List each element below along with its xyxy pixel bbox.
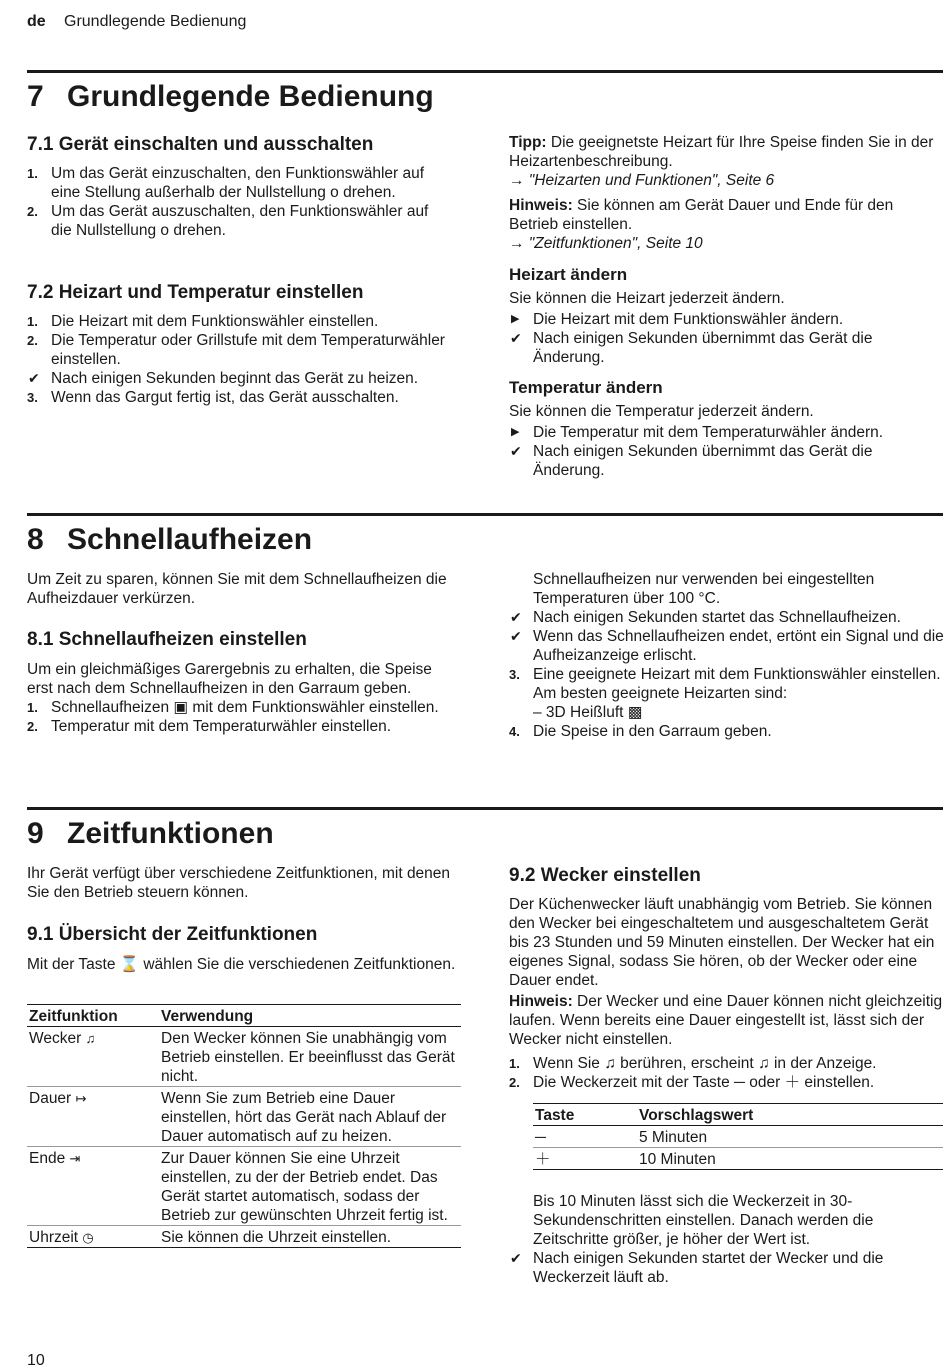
list-item bbox=[509, 423, 944, 442]
action-triangle-icon: ▶ bbox=[511, 313, 520, 325]
result-text: Wenn das Schnellaufheizen endet, ertönt ein Signal und die Aufheizanzeige erlischt. bbox=[533, 628, 944, 664]
section-9-2-after bbox=[509, 1192, 944, 1287]
tip-label: Tipp: bbox=[509, 134, 547, 151]
step-text: Die Heizart mit dem Funktionswähler einstellen. bbox=[51, 313, 379, 330]
list-item bbox=[509, 1054, 944, 1073]
note-label: Hinweis: bbox=[509, 993, 573, 1010]
bell-icon: ♫ bbox=[85, 1031, 96, 1046]
list-item bbox=[509, 310, 944, 329]
step-number: 3. bbox=[509, 667, 520, 682]
section-9-1-intro: Mit der Taste ⌛ wählen Sie die verschiedenen Zeitfunktionen. bbox=[27, 956, 456, 973]
step-number: 2. bbox=[509, 1075, 520, 1090]
list-item bbox=[27, 312, 452, 331]
step-number: 2. bbox=[27, 719, 38, 734]
section-9-2-title: 9.2 Wecker einstellen bbox=[509, 865, 701, 886]
step-subtext: Am besten geeignete Heizarten sind: bbox=[533, 685, 788, 702]
section-8-1-title: 8.1 Schnellaufheizen einstellen bbox=[27, 629, 307, 650]
step-number: 1. bbox=[27, 700, 38, 715]
list-item bbox=[27, 388, 452, 407]
column-header: Vorschlagswert bbox=[637, 1104, 943, 1126]
table-cell: Zur Dauer können Sie eine Uhrzeit einstellen, zu der der Betrieb endet. Das Gerät startet automatisch, sodass der Betrieb zur gewünschten Uhrzeit fertig ist. bbox=[159, 1147, 461, 1226]
function-name: Dauer bbox=[29, 1090, 72, 1107]
list-item bbox=[27, 331, 452, 369]
step-text: Die Speise in den Garraum geben. bbox=[533, 723, 772, 740]
zeitfunktionen-table bbox=[27, 1004, 461, 1248]
page-number: 10 bbox=[27, 1352, 45, 1369]
section-8-right-column bbox=[509, 570, 944, 741]
table-row bbox=[27, 1147, 461, 1226]
table-row bbox=[27, 1027, 461, 1087]
heizart-intro: Sie können die Heizart jederzeit ändern. bbox=[509, 290, 785, 307]
cross-reference-link[interactable]: → "Zeitfunktionen", Seite 10 bbox=[509, 235, 703, 252]
action-triangle-icon: ▶ bbox=[511, 426, 520, 438]
table-row bbox=[27, 1226, 461, 1248]
check-icon: ✔ bbox=[510, 609, 522, 625]
step-number: 1. bbox=[27, 166, 38, 181]
section-7-2-steps bbox=[27, 312, 452, 407]
note-text: Schnellaufheizen nur verwenden bei eingestellten Temperaturen über 100 °C. bbox=[533, 571, 875, 607]
result-text: Nach einigen Sekunden übernimmt das Gerät die Änderung. bbox=[533, 330, 873, 366]
table-cell bbox=[27, 1087, 159, 1147]
table-header-row bbox=[27, 1005, 461, 1027]
section-9-number: 9 bbox=[27, 817, 44, 850]
section-8-number: 8 bbox=[27, 523, 44, 556]
result-text: Nach einigen Sekunden startet das Schnellaufheizen. bbox=[533, 609, 901, 626]
step-number: 4. bbox=[509, 724, 520, 739]
note-label: Hinweis: bbox=[509, 197, 573, 214]
section-8-1-intro: Um ein gleichmäßiges Garergebnis zu erhalten, die Speise erst nach dem Schnellaufheizen in den Garraum geben. bbox=[27, 661, 432, 697]
section-9-2-intro: Der Küchenwecker läuft unabhängig vom Betrieb. Sie können den Wecker bei eingeschaltetem und ausgeschaltetem Gerät bis 23 Stunden und 59 Minuten einstellen. Der Wecker hat ein eigenes Signal, sodass Sie hören, ob der Wecker oder eine Dauer endet. bbox=[509, 896, 935, 989]
clock-icon: ◷ bbox=[82, 1230, 94, 1245]
list-item bbox=[27, 698, 457, 717]
section-divider bbox=[27, 513, 943, 516]
check-icon: ✔ bbox=[28, 370, 40, 386]
list-item bbox=[509, 1249, 944, 1287]
list-item bbox=[509, 329, 944, 367]
heizart-list-item: – 3D Heißluft ▩ bbox=[533, 704, 643, 721]
table-row bbox=[533, 1148, 943, 1170]
tip-text: Die geeignetste Heizart für Ihre Speise finden Sie in der Heizartenbeschreibung. bbox=[509, 134, 934, 170]
function-name: Wecker bbox=[29, 1030, 82, 1047]
list-item bbox=[27, 717, 457, 736]
section-7-right-column bbox=[509, 133, 944, 480]
section-divider bbox=[27, 807, 943, 810]
step-text: Um das Gerät auszuschalten, den Funktionswähler auf die Nullstellung o drehen. bbox=[51, 203, 429, 239]
table-row bbox=[27, 1087, 461, 1147]
step-number: 2. bbox=[27, 333, 38, 348]
step-number: 1. bbox=[27, 314, 38, 329]
check-icon: ✔ bbox=[510, 1250, 522, 1266]
column-header: Zeitfunktion bbox=[27, 1005, 159, 1027]
header-title: Grundlegende Bedienung bbox=[64, 13, 247, 30]
list-item bbox=[27, 164, 452, 202]
list-item bbox=[27, 202, 452, 240]
function-name: Uhrzeit bbox=[29, 1229, 79, 1246]
table-row bbox=[533, 1126, 943, 1148]
section-8-1-body bbox=[27, 660, 457, 736]
section-9-2-body bbox=[509, 895, 944, 1092]
table-cell bbox=[27, 1027, 159, 1087]
section-9-intro: Ihr Gerät verfügt über verschiedene Zeitfunktionen, mit denen Sie den Betrieb steuern können. bbox=[27, 865, 451, 901]
note-text: Der Wecker und eine Dauer können nicht gleichzeitig laufen. Wenn bereits eine Dauer eingestellt ist, lässt sich der Wecker nicht einstellen. bbox=[509, 993, 943, 1048]
step-text: Temperatur mit dem Temperaturwähler einstellen. bbox=[51, 718, 392, 735]
end-time-icon: ⇥ bbox=[69, 1151, 81, 1166]
table-cell: Den Wecker können Sie unabhängig vom Betrieb einstellen. Er beeinflusst das Gerät nicht. bbox=[159, 1027, 461, 1087]
section-7-number: 7 bbox=[27, 80, 44, 113]
heizart-aendern-title: Heizart ändern bbox=[509, 265, 628, 284]
step-text: Um das Gerät einzuschalten, den Funktionswähler auf eine Stellung außerhalb der Nullstellung o drehen. bbox=[51, 165, 425, 201]
section-8-intro: Um Zeit zu sparen, können Sie mit dem Schnellaufheizen die Aufheizdauer verkürzen. bbox=[27, 571, 447, 607]
section-7-2-title: 7.2 Heizart und Temperatur einstellen bbox=[27, 282, 364, 303]
list-item bbox=[509, 722, 944, 741]
step-text: Eine geeignete Heizart mit dem Funktionswähler einstellen. bbox=[533, 666, 941, 683]
minus-icon: ─ bbox=[533, 1126, 637, 1148]
check-icon: ✔ bbox=[510, 330, 522, 346]
step-text: Schnellaufheizen ▣ mit dem Funktionswähler einstellen. bbox=[51, 699, 439, 716]
action-text: Die Temperatur mit dem Temperaturwähler ändern. bbox=[533, 424, 884, 441]
section-7-1-title: 7.1 Gerät einschalten und ausschalten bbox=[27, 134, 374, 155]
check-icon: ✔ bbox=[510, 628, 522, 644]
section-9-title: Zeitfunktionen bbox=[67, 817, 274, 850]
section-divider bbox=[27, 70, 943, 73]
duration-icon: ↦ bbox=[75, 1091, 87, 1106]
check-icon: ✔ bbox=[510, 443, 522, 459]
table-cell: Wenn Sie zum Betrieb eine Dauer einstellen, hört das Gerät nach Ablauf der Dauer automatisch auf zu heizen. bbox=[159, 1087, 461, 1147]
step-number: 2. bbox=[27, 204, 38, 219]
temperatur-aendern-title: Temperatur ändern bbox=[509, 378, 663, 397]
table-header-row bbox=[533, 1104, 943, 1126]
step-text: Die Temperatur oder Grillstufe mit dem Temperaturwähler einstellen. bbox=[51, 332, 445, 368]
result-text: Nach einigen Sekunden beginnt das Gerät zu heizen. bbox=[51, 370, 419, 387]
after-text: Bis 10 Minuten lässt sich die Weckerzeit in 30-Sekundenschritten einstellen. Danach werden die Zeitschritte größer, je höher der Wert ist. bbox=[533, 1193, 874, 1248]
column-header: Taste bbox=[533, 1104, 637, 1126]
table-cell: Sie können die Uhrzeit einstellen. bbox=[159, 1226, 461, 1248]
section-9-1-title: 9.1 Übersicht der Zeitfunktionen bbox=[27, 924, 318, 945]
step-text: Die Weckerzeit mit der Taste ─ oder ＋ einstellen. bbox=[533, 1074, 875, 1091]
column-header: Verwendung bbox=[159, 1005, 461, 1027]
table-cell bbox=[27, 1226, 159, 1248]
list-item bbox=[509, 608, 944, 627]
taste-table bbox=[533, 1103, 943, 1170]
action-text: Die Heizart mit dem Funktionswähler ändern. bbox=[533, 311, 844, 328]
list-item bbox=[27, 369, 452, 388]
list-item bbox=[509, 442, 944, 480]
result-text: Nach einigen Sekunden übernimmt das Gerät die Änderung. bbox=[533, 443, 873, 479]
table-cell: 10 Minuten bbox=[637, 1148, 943, 1170]
function-name: Ende bbox=[29, 1150, 66, 1167]
result-text: Nach einigen Sekunden startet der Wecker und die Weckerzeit läuft ab. bbox=[533, 1250, 884, 1286]
temperatur-intro: Sie können die Temperatur jederzeit ändern. bbox=[509, 403, 814, 420]
step-text: Wenn Sie ♫ berühren, erscheint ♫ in der Anzeige. bbox=[533, 1055, 877, 1072]
list-item bbox=[509, 665, 944, 684]
header-language: de bbox=[27, 13, 46, 30]
table-cell bbox=[27, 1147, 159, 1226]
section-7-heading bbox=[27, 80, 434, 114]
section-8-heading bbox=[27, 523, 312, 557]
cross-reference-link[interactable]: → "Heizarten und Funktionen", Seite 6 bbox=[509, 172, 775, 189]
note-text: Sie können am Gerät Dauer und Ende für den Betrieb einstellen. bbox=[509, 197, 894, 233]
list-item bbox=[509, 1073, 944, 1092]
section-7-1-steps bbox=[27, 164, 452, 240]
step-text: Wenn das Gargut fertig ist, das Gerät ausschalten. bbox=[51, 389, 399, 406]
section-8-title: Schnellaufheizen bbox=[67, 523, 313, 556]
list-item bbox=[509, 627, 944, 665]
section-9-heading bbox=[27, 817, 274, 851]
table-cell: 5 Minuten bbox=[637, 1126, 943, 1148]
section-7-title: Grundlegende Bedienung bbox=[67, 80, 434, 113]
step-number: 1. bbox=[509, 1056, 520, 1071]
step-number: 3. bbox=[27, 390, 38, 405]
plus-icon: ＋ bbox=[533, 1148, 637, 1170]
